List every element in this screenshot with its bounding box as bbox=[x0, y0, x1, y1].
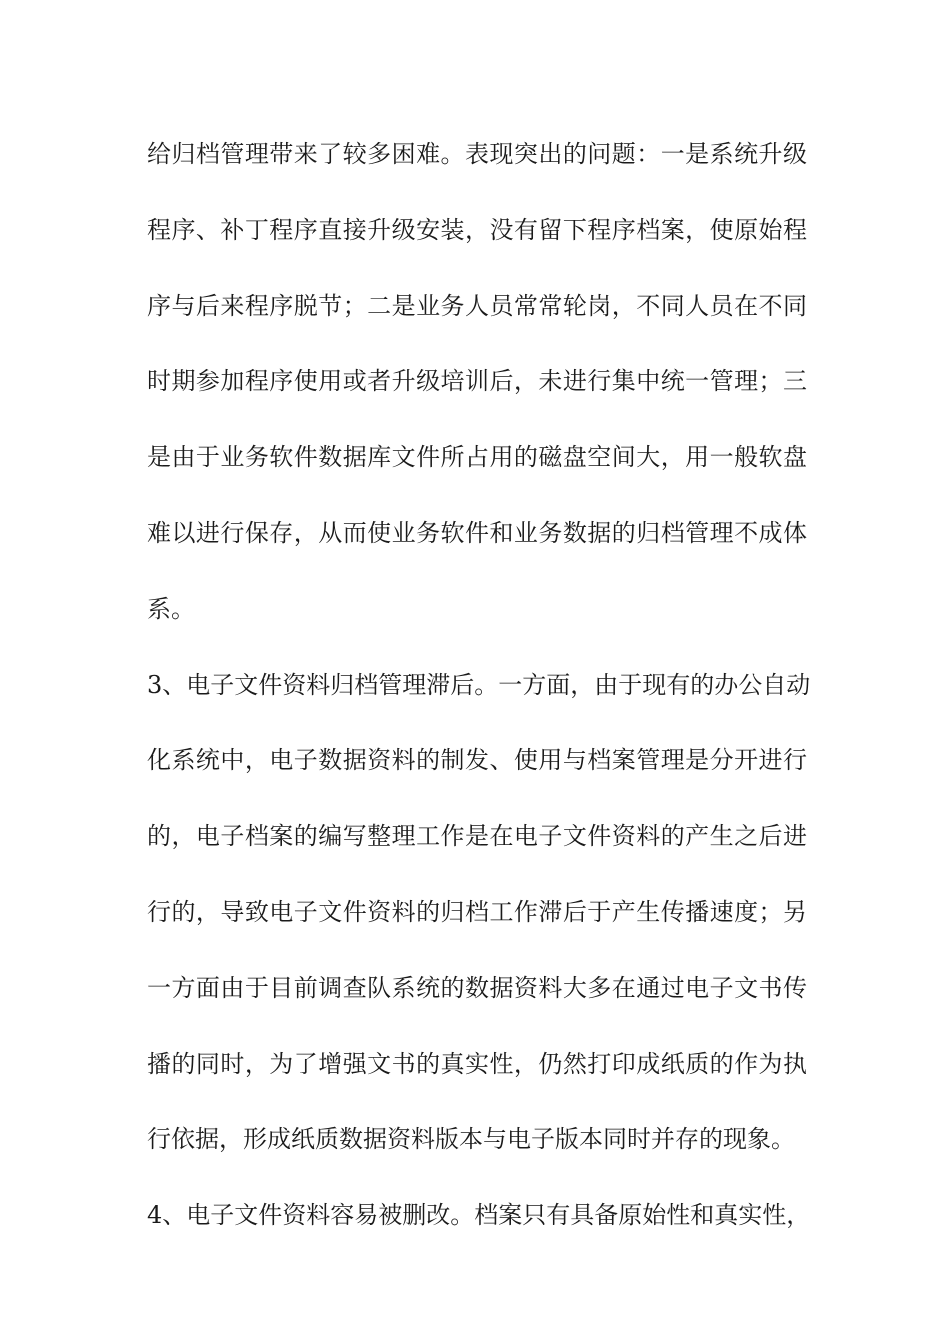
text-line: 3、电子文件资料归档管理滞后。一方面，由于现有的办公自动 bbox=[147, 670, 811, 699]
text-line: 行的，导致电子文件资料的归档工作滞后于产生传播速度；另 bbox=[147, 897, 807, 926]
text-line: 4、电子文件资料容易被删改。档案只有具备原始性和真实性， bbox=[147, 1201, 811, 1230]
text-line: 播的同时，为了增强文书的真实性，仍然打印成纸质的作为执 bbox=[147, 1049, 807, 1078]
text-line: 系。 bbox=[147, 594, 195, 623]
text-line: 的，电子档案的编写整理工作是在电子文件资料的产生之后进 bbox=[147, 822, 807, 851]
text-line: 给归档管理带来了较多困难。表现突出的问题：一是系统升级 bbox=[147, 140, 807, 168]
body-text bbox=[147, 128, 811, 1265]
text-line: 一方面由于目前调查队系统的数据资料大多在通过电子文书传 bbox=[147, 973, 807, 1002]
text-line: 是由于业务软件数据库文件所占用的磁盘空间大，用一般软盘 bbox=[147, 443, 807, 472]
text-line: 行依据，形成纸质数据资料版本与电子版本同时并存的现象。 bbox=[147, 1125, 795, 1154]
text-line: 时期参加程序使用或者升级培训后，未进行集中统一管理；三 bbox=[147, 367, 807, 396]
text-line: 序与后来程序脱节；二是业务人员常常轮岗，不同人员在不同 bbox=[147, 291, 807, 320]
text-line: 难以进行保存，从而使业务软件和业务数据的归档管理不成体 bbox=[147, 518, 807, 547]
text-line: 程序、补丁程序直接升级安装，没有留下程序档案，使原始程 bbox=[147, 215, 807, 244]
text-line: 化系统中，电子数据资料的制发、使用与档案管理是分开进行 bbox=[147, 746, 807, 775]
